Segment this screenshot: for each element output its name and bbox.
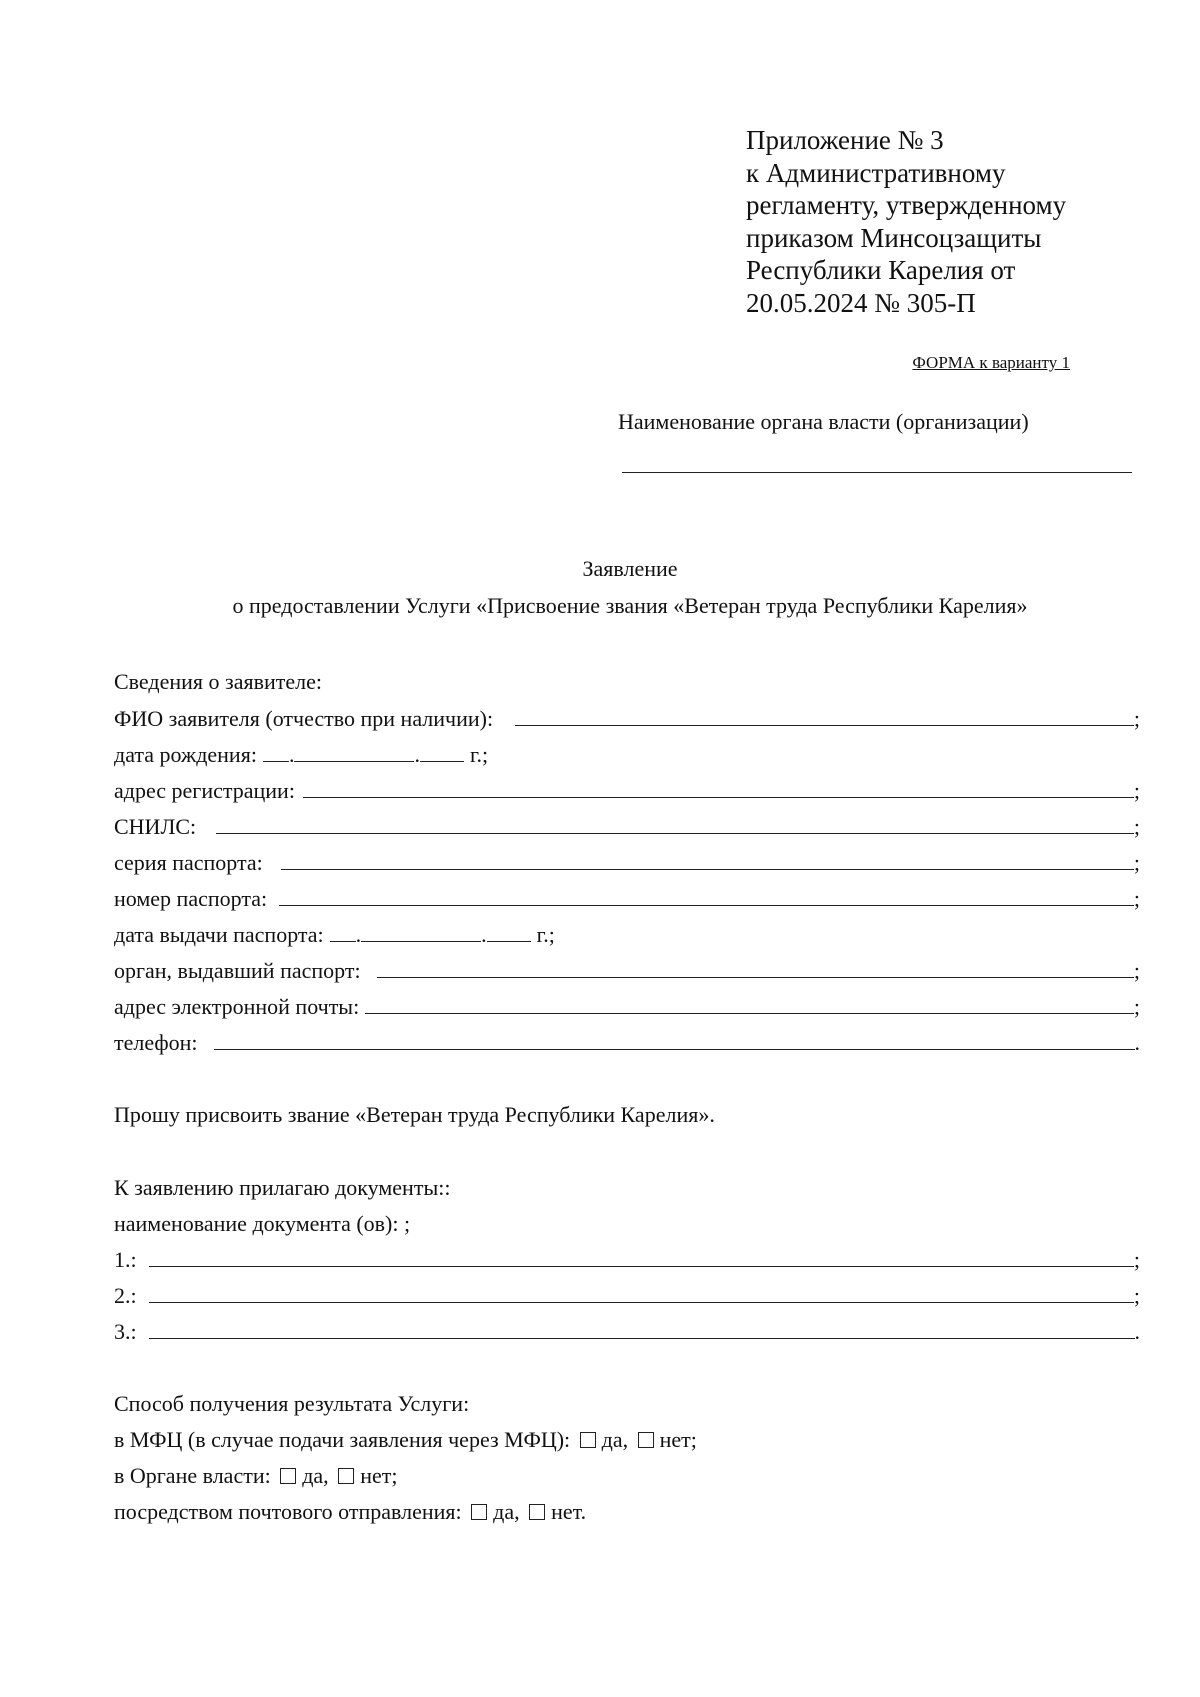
attachment-number: 2.: [114, 1283, 137, 1308]
attachments-heading: К заявлению прилагаю документы:: [114, 1175, 451, 1200]
row-end-mark: ; [1133, 778, 1140, 803]
passport-date-row [114, 917, 1140, 953]
document-name-label: наименование документа (ов): ; [114, 1211, 411, 1236]
post-no-checkbox[interactable] [529, 1504, 545, 1520]
delivery-authority-row [114, 1458, 397, 1494]
snils-label: СНИЛС: [114, 814, 197, 839]
attachment-row-3 [114, 1314, 1140, 1350]
birth-month-field[interactable] [294, 737, 414, 762]
address-row [114, 773, 1140, 809]
yes-label: да, [302, 1463, 329, 1488]
appendix-line: Республики Карелия от [746, 255, 1016, 285]
passport-series-field[interactable] [281, 845, 1134, 870]
mfc-yes-checkbox[interactable] [580, 1432, 596, 1448]
passport-year-field[interactable] [487, 917, 531, 942]
delivery-post-row [114, 1494, 586, 1530]
phone-row [114, 1025, 1140, 1061]
passport-issuer-label: орган, выдавший паспорт: [114, 958, 361, 983]
row-end-mark: ; [1133, 958, 1140, 983]
passport-issuer-field[interactable] [377, 953, 1134, 978]
row-end-mark: ; [1133, 1283, 1140, 1308]
date-dot: . [414, 742, 420, 767]
attachment-row-2 [114, 1278, 1140, 1314]
delivery-heading: Способ получения результата Услуги: [114, 1391, 470, 1416]
delivery-mfc-label: в МФЦ (в случае подачи заявления через МФЦ): [114, 1427, 571, 1452]
fio-field[interactable] [515, 701, 1134, 726]
authority-label: Наименование органа власти (организации) [618, 409, 1029, 434]
snils-row [114, 809, 1140, 845]
attachment-field-2[interactable] [149, 1278, 1134, 1303]
delivery-post-label: посредством почтового отправления: [114, 1499, 462, 1524]
passport-number-row [114, 881, 1140, 917]
email-field[interactable] [365, 989, 1134, 1014]
date-suffix: г.; [536, 922, 555, 947]
appendix-line: Приложение № 3 [746, 125, 944, 155]
attachment-number: 1.: [114, 1247, 137, 1272]
phone-label: телефон: [114, 1030, 198, 1055]
fio-label: ФИО заявителя (отчество при наличии): [114, 706, 494, 731]
birth-day-field[interactable] [263, 737, 289, 762]
delivery-authority-label: в Органе власти: [114, 1463, 271, 1488]
birth-date-label: дата рождения: [114, 742, 257, 767]
address-label: адрес регистрации: [114, 778, 295, 803]
passport-number-label: номер паспорта: [114, 886, 268, 911]
row-end-mark: . [1134, 1030, 1140, 1055]
birth-year-field[interactable] [420, 737, 464, 762]
date-suffix: г.; [469, 742, 489, 767]
attachment-row-1 [114, 1242, 1140, 1278]
fio-row [114, 701, 1140, 737]
row-end-mark: ; [1133, 1247, 1140, 1272]
passport-date-label: дата выдачи паспорта: [114, 922, 324, 947]
passport-number-field[interactable] [279, 881, 1134, 906]
authority-name-field[interactable] [622, 472, 1132, 473]
no-label: нет; [360, 1463, 398, 1488]
row-end-mark: ; [1133, 886, 1140, 911]
row-end-mark: ; [1133, 850, 1140, 875]
yes-label: да, [493, 1499, 520, 1524]
forma-note: ФОРМА к варианту 1 [912, 353, 1070, 372]
birth-date-row [114, 737, 1140, 773]
attachment-number: 3.: [114, 1319, 137, 1344]
phone-field[interactable] [214, 1025, 1135, 1050]
document-title: Заявление [582, 556, 678, 581]
appendix-line: регламенту, утвержденному [746, 190, 1067, 220]
authority-no-checkbox[interactable] [338, 1468, 354, 1484]
row-end-mark: ; [1133, 994, 1140, 1019]
row-end-mark: ; [1133, 706, 1140, 731]
request-text: Прошу присвоить звание «Ветеран труда Республики Карелия». [114, 1102, 715, 1127]
passport-day-field[interactable] [330, 917, 356, 942]
appendix-line: 20.05.2024 № 305-П [746, 287, 976, 318]
no-label: нет. [551, 1499, 587, 1524]
passport-series-row [114, 845, 1140, 881]
snils-field[interactable] [216, 809, 1134, 834]
email-label: адрес электронной почты: [114, 994, 360, 1019]
date-dot: . [481, 922, 487, 947]
attachment-field-1[interactable] [149, 1242, 1134, 1267]
passport-month-field[interactable] [361, 917, 481, 942]
address-field[interactable] [303, 773, 1134, 798]
applicant-heading: Сведения о заявителе: [114, 669, 323, 694]
no-label: нет; [659, 1427, 697, 1452]
row-end-mark: . [1134, 1319, 1140, 1344]
appendix-header [746, 124, 1066, 319]
authority-yes-checkbox[interactable] [280, 1468, 296, 1484]
date-dot: . [355, 922, 362, 947]
document-subtitle: о предоставлении Услуги «Присвоение звания «Ветеран труда Республики Карелия» [232, 593, 1028, 618]
attachment-field-3[interactable] [149, 1314, 1135, 1339]
delivery-mfc-row [114, 1422, 697, 1458]
yes-label: да, [601, 1427, 629, 1452]
appendix-line: приказом Минсоцзащиты [746, 222, 1042, 253]
passport-issuer-row [114, 953, 1140, 989]
row-end-mark: ; [1133, 814, 1140, 839]
passport-series-label: серия паспорта: [114, 850, 263, 875]
email-row [114, 989, 1140, 1025]
appendix-line: к Административному [746, 157, 1006, 188]
mfc-no-checkbox[interactable] [638, 1432, 654, 1448]
date-dot: . [288, 742, 295, 767]
post-yes-checkbox[interactable] [471, 1504, 487, 1520]
